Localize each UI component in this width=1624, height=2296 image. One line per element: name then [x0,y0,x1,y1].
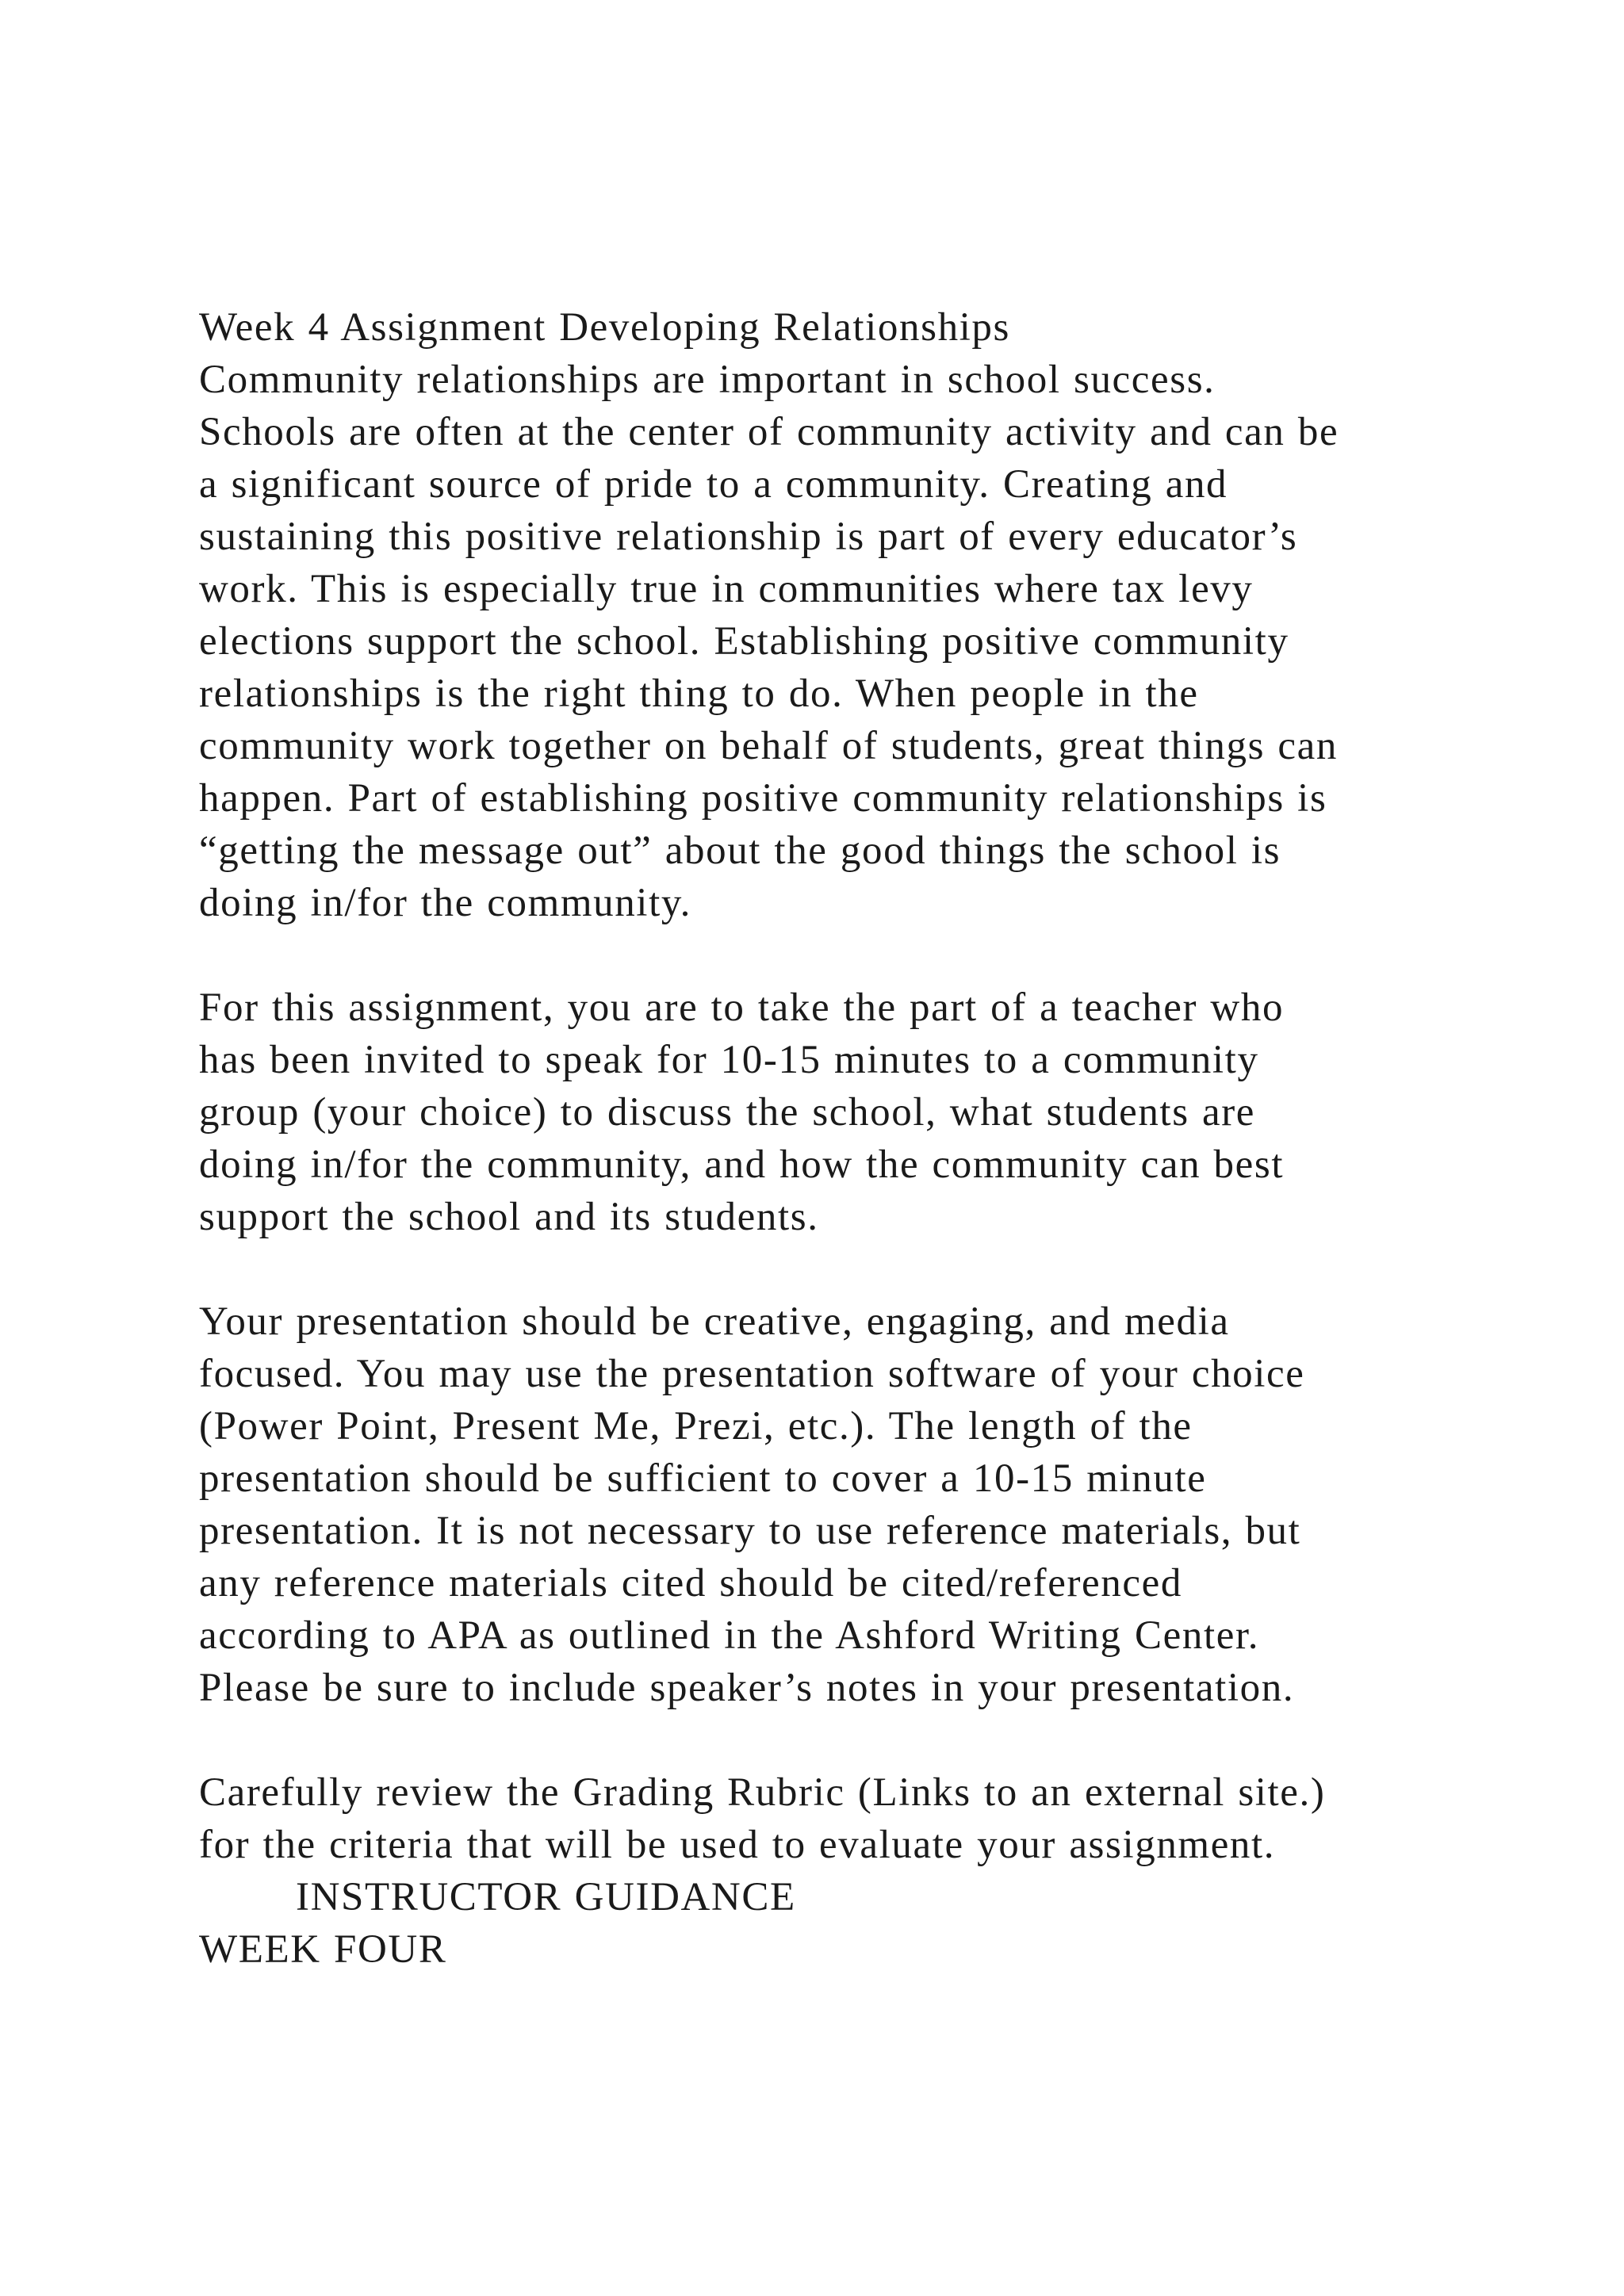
paragraph-line: For this assignment, you are to take the part of a teacher who [199,985,1285,1030]
paragraph-line: for the criteria that will be used to evaluate your assignment. [199,1823,1276,1867]
paragraph-line: community work together on behalf of students, great things can [199,724,1338,768]
paragraph-line: work. This is especially true in communities where tax levy [199,567,1254,611]
paragraph-spacer [199,1714,1468,1766]
paragraph-line: sustaining this positive relationship is part of every educator’s [199,515,1298,559]
paragraph-intro [199,354,1468,929]
paragraph-line: relationships is the right thing to do. When people in the [199,672,1199,716]
paragraph-rubric [199,1766,1468,1871]
paragraph-line: doing in/for the community. [199,881,691,925]
paragraph-line: (Power Point, Present Me, Prezi, etc.). The length of the [199,1404,1193,1448]
paragraph-line: support the school and its students. [199,1195,819,1239]
paragraph-line: Community relationships are important in school success. [199,358,1216,402]
paragraph-line: group (your choice) to discuss the school, what students are [199,1090,1256,1135]
paragraph-line: a significant source of pride to a community. Creating and [199,462,1228,507]
paragraph-line: Your presentation should be creative, engaging, and media [199,1299,1230,1344]
document-title: Week 4 Assignment Developing Relationships [199,305,1010,350]
paragraph-presentation [199,1295,1468,1714]
paragraph-spacer [199,1243,1468,1295]
paragraph-line: any reference materials cited should be cited/referenced [199,1561,1182,1605]
paragraph-line: Schools are often at the center of community activity and can be [199,410,1339,454]
document-body [199,301,1468,1976]
week-heading: WEEK FOUR [199,1927,447,1972]
paragraph-line: doing in/for the community, and how the community can best [199,1142,1285,1187]
paragraph-line: “getting the message out” about the good things the school is [199,828,1281,873]
paragraph-line: Please be sure to include speaker’s notes in your presentation. [199,1666,1295,1710]
guidance-heading: INSTRUCTOR GUIDANCE [296,1875,796,1919]
paragraph-line: according to APA as outlined in the Ashford Writing Center. [199,1613,1260,1658]
paragraph-line: happen. Part of establishing positive community relationships is [199,776,1327,821]
paragraph-line: presentation should be sufficient to cover a 10-15 minute [199,1456,1207,1501]
paragraph-line: elections support the school. Establishing positive community [199,619,1289,664]
paragraph-spacer [199,929,1468,982]
paragraph-line: Carefully review the Grading Rubric (Links to an external site.) [199,1770,1326,1815]
paragraph-line: focused. You may use the presentation software of your choice [199,1352,1305,1396]
paragraph-line: presentation. It is not necessary to use reference materials, but [199,1509,1301,1553]
paragraph-line: has been invited to speak for 10-15 minutes to a community [199,1038,1259,1082]
paragraph-assignment [199,982,1468,1243]
